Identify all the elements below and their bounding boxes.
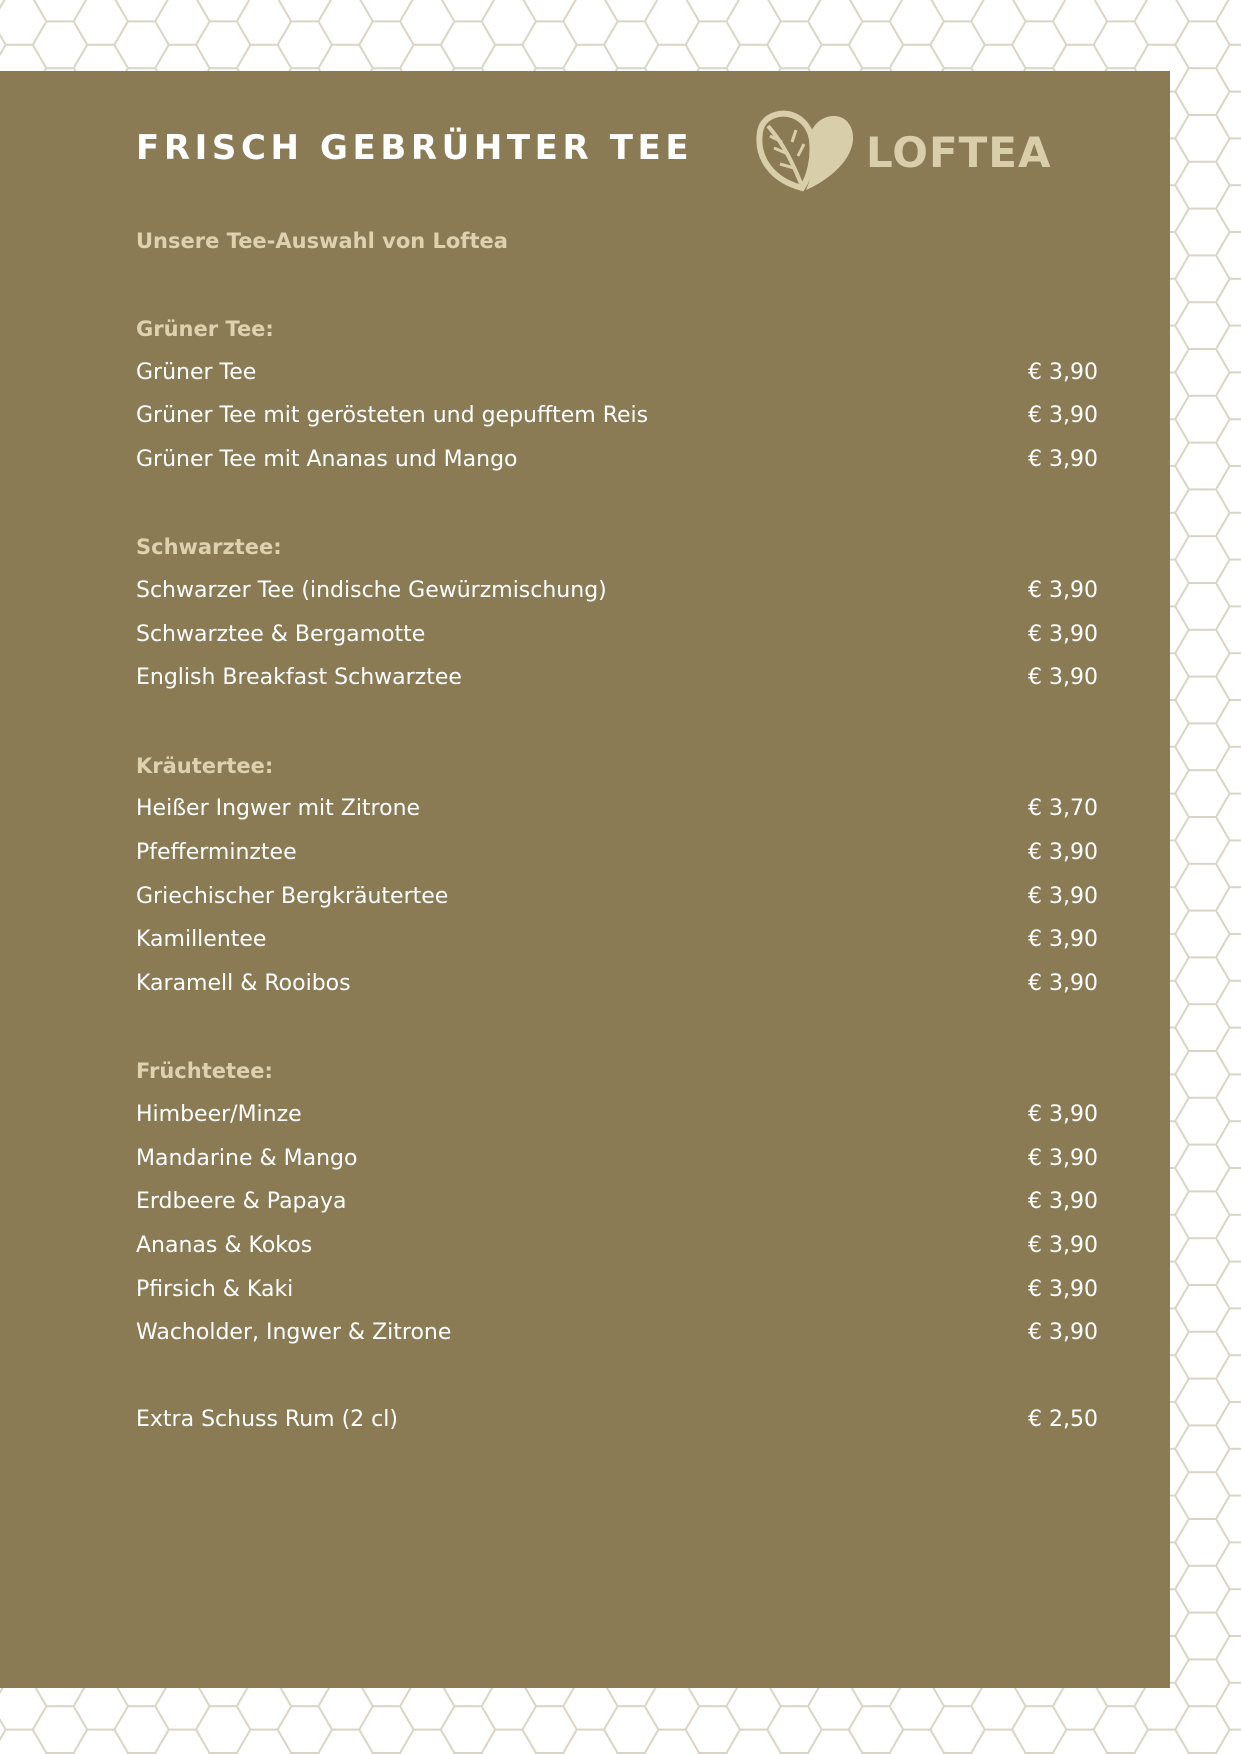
menu-item xyxy=(136,1100,1098,1144)
tea-menu xyxy=(136,314,1098,1493)
item-price: € 3,90 xyxy=(1028,1101,1098,1127)
menu-section-schwarztee xyxy=(136,532,1098,707)
section-title: Kräutertee: xyxy=(136,753,274,778)
item-price: € 3,90 xyxy=(1028,839,1098,865)
menu-item xyxy=(136,1144,1098,1188)
menu-item xyxy=(136,401,1098,445)
item-price: € 3,90 xyxy=(1028,1276,1098,1302)
menu-item xyxy=(136,663,1098,707)
menu-item xyxy=(136,358,1098,402)
item-price: € 3,90 xyxy=(1028,359,1098,385)
item-name: Ananas & Kokos xyxy=(136,1232,313,1258)
item-name: Schwarztee & Bergamotte xyxy=(136,621,426,647)
menu-item xyxy=(136,1318,1098,1362)
item-name: Wacholder, Ingwer & Zitrone xyxy=(136,1320,452,1346)
menu-item xyxy=(136,794,1098,838)
menu-section-extras xyxy=(136,1405,1098,1449)
item-price: € 3,90 xyxy=(1028,447,1098,473)
item-price: € 3,90 xyxy=(1028,927,1098,953)
item-name: Extra Schuss Rum (2 cl) xyxy=(136,1407,398,1433)
item-name: Griechischer Bergkräutertee xyxy=(136,883,449,909)
item-name: Kamillentee xyxy=(136,927,267,953)
item-price: € 3,90 xyxy=(1028,1145,1098,1171)
section-title: Früchtetee: xyxy=(136,1059,273,1084)
leaf-heart-icon xyxy=(754,110,860,192)
menu-item xyxy=(136,925,1098,969)
item-name: Pfefferminztee xyxy=(136,839,297,865)
section-title: Schwarztee: xyxy=(136,535,282,560)
item-price: € 3,90 xyxy=(1028,883,1098,909)
page-title: FRISCH GEBRÜHTER TEE xyxy=(136,128,694,168)
loftea-logo xyxy=(754,110,1052,192)
item-name: Schwarzer Tee (indische Gewürzmischung) xyxy=(136,577,607,603)
item-price: € 3,70 xyxy=(1028,796,1098,822)
item-name: Grüner Tee mit gerösteten und gepufftem Reis xyxy=(136,403,649,429)
item-name: Pfirsich & Kaki xyxy=(136,1276,294,1302)
item-name: Mandarine & Mango xyxy=(136,1145,358,1171)
menu-section-fruechtetee xyxy=(136,1056,1098,1362)
menu-item xyxy=(136,1275,1098,1319)
section-title: Grüner Tee: xyxy=(136,317,274,341)
item-price: € 3,90 xyxy=(1028,621,1098,647)
item-price: € 3,90 xyxy=(1028,403,1098,429)
menu-item xyxy=(136,1187,1098,1231)
item-price: € 3,90 xyxy=(1028,1320,1098,1346)
menu-section-gruener-tee xyxy=(136,314,1098,489)
menu-item xyxy=(136,1231,1098,1275)
menu-item xyxy=(136,445,1098,489)
menu-item xyxy=(136,838,1098,882)
item-price: € 3,90 xyxy=(1028,577,1098,603)
menu-section-kraeutertee xyxy=(136,751,1098,1013)
item-name: English Breakfast Schwarztee xyxy=(136,665,462,691)
item-price: € 3,90 xyxy=(1028,1189,1098,1215)
menu-item xyxy=(136,1405,1098,1449)
item-name: Grüner Tee mit Ananas und Mango xyxy=(136,447,518,473)
menu-item xyxy=(136,620,1098,664)
item-name: Heißer Ingwer mit Zitrone xyxy=(136,796,421,822)
item-price: € 3,90 xyxy=(1028,1232,1098,1258)
menu-item xyxy=(136,576,1098,620)
menu-subtitle: Unsere Tee-Auswahl von Loftea xyxy=(136,229,508,253)
menu-item xyxy=(136,969,1098,1013)
item-name: Himbeer/Minze xyxy=(136,1101,302,1127)
item-price: € 3,90 xyxy=(1028,970,1098,996)
item-price: € 3,90 xyxy=(1028,665,1098,691)
item-name: Erdbeere & Papaya xyxy=(136,1189,347,1215)
item-name: Karamell & Rooibos xyxy=(136,970,351,996)
item-name: Grüner Tee xyxy=(136,359,257,385)
logo-wordmark: LOFTEA xyxy=(866,128,1052,177)
item-price: € 2,50 xyxy=(1028,1407,1098,1433)
menu-item xyxy=(136,882,1098,926)
